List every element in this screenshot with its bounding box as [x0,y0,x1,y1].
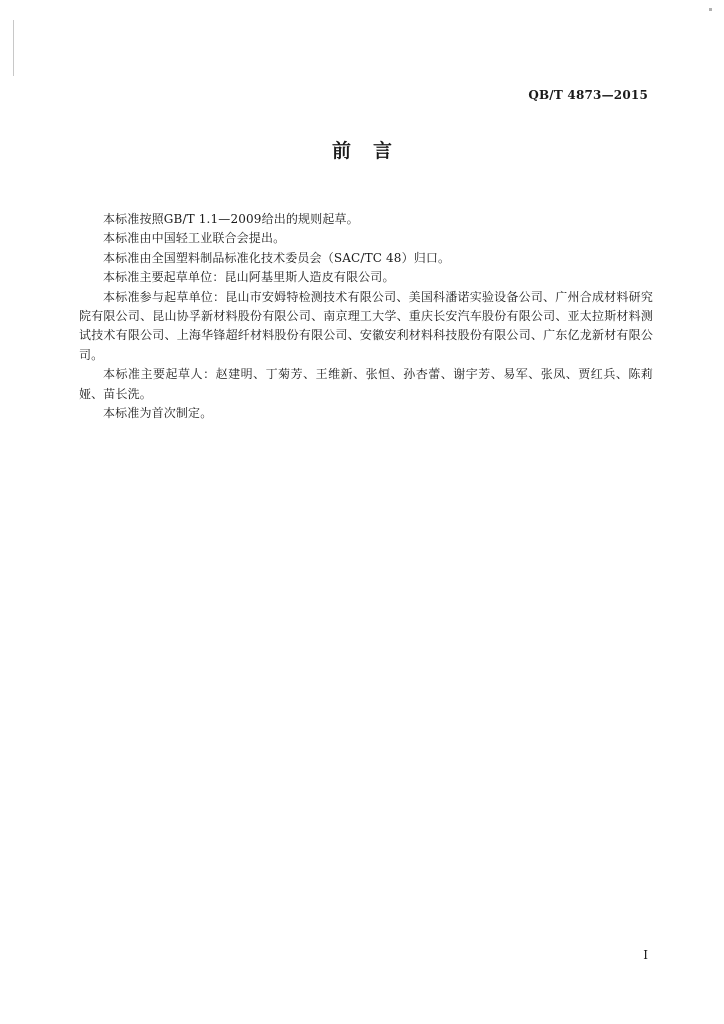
paragraph-participating-units: 本标准参与起草单位：昆山市安姆特检测技术有限公司、美国科潘诺实验设备公司、广州合成材料研究院有限公司、昆山协孚新材料股份有限公司、南京理工大学、重庆长安汽车股份有限公司、亚太拉斯材料测试技术有限公司、上海华锋超纤材料股份有限公司、安徽安利材料科技股份有限公司、广东亿龙新材有限公司。 [79,289,653,362]
standard-number: QB/T 4873—2015 [528,88,648,102]
scan-edge-line [13,20,14,76]
page-title: 前言 [331,140,414,162]
paragraph-proposer: 本标准由中国轻工业联合会提出。 [103,231,286,246]
paragraph-centralized-unit: 本标准由全国塑料制品标准化技术委员会（SAC/TC 48）归口。 [103,250,451,265]
paragraph-main-drafters: 本标准主要起草人：赵建明、丁菊芳、王维新、张恒、孙杏蕾、谢宇芳、易军、张凤、贾红兵、陈莉娅、苗长洗。 [79,367,653,401]
foreword-body [79,210,653,423]
paragraph-drafting-rules: 本标准按照GB/T 1.1—2009给出的规则起草。 [103,212,359,226]
paragraph-main-drafting-unit: 本标准主要起草单位：昆山阿基里斯人造皮有限公司。 [103,270,395,285]
paragraph-first-edition: 本标准为首次制定。 [103,406,213,421]
page-number: I [643,948,648,962]
scan-speck [709,8,712,11]
